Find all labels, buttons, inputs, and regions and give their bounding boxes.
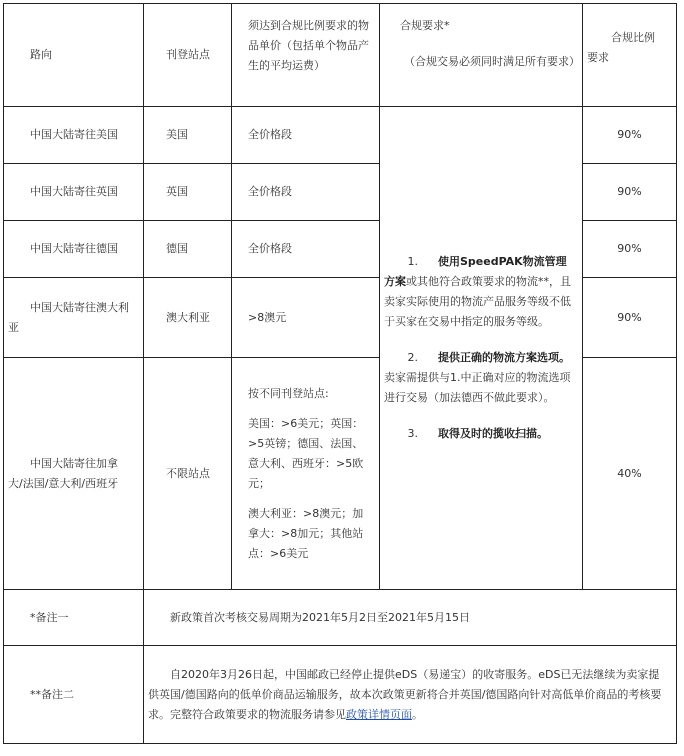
requirement-item-1 xyxy=(384,252,576,332)
note-2-end: 。 xyxy=(412,707,423,721)
site-cell: 美国 xyxy=(144,107,232,164)
note-2-text: 自2020年3月26日起，中国邮政已经停止提供eDS（易递宝）的收寄服务。eDS已无法继续为卖家提供英国/德国路向的低单价商品运输服务，故本次政策更新将合并英国/德国路向针对高低单价商品的考核要求。完整符合政策要求的物流服务请参见 xyxy=(148,667,662,721)
route-cell xyxy=(4,358,144,590)
percent-cell: 40% xyxy=(583,358,677,590)
percent-cell: 90% xyxy=(583,221,677,278)
header-price: 须达到合规比例要求的物品单价（包括单个物品产生的平均运费） xyxy=(232,4,380,107)
requirement-2-text: 卖家需提供与1.中正确对应的物流选项进行交易（加法德西不做此要求）。 xyxy=(384,371,571,404)
requirement-item-3 xyxy=(384,424,576,444)
compliance-table xyxy=(3,3,677,744)
route-cell: 中国大陆寄往德国 xyxy=(4,221,144,278)
price-cell: >8澳元 xyxy=(232,278,380,358)
price-detail-1: 美国：>6美元；英国：>5英镑；德国、法国、意大利、西班牙：>5欧元； xyxy=(248,416,364,490)
route-cell: 中国大陆寄往美国 xyxy=(4,107,144,164)
requirement-2-bold: 提供正确的物流方案选项。 xyxy=(438,351,570,364)
site-cell: 澳大利亚 xyxy=(144,278,232,358)
requirement-1-bold: 使用SpeedPAK物流管理方案 xyxy=(384,255,567,288)
requirement-3-number: 3. xyxy=(407,427,418,440)
note-2-body xyxy=(144,646,677,744)
route-cell xyxy=(4,278,144,358)
note-2-label: **备注二 xyxy=(4,646,144,744)
requirement-3-bold: 取得及时的揽收扫描。 xyxy=(438,427,548,440)
table-row xyxy=(4,107,677,164)
percent-cell: 90% xyxy=(583,164,677,221)
policy-detail-link[interactable]: 政策详情页面 xyxy=(346,707,412,721)
header-percent xyxy=(583,4,677,107)
percent-cell: 90% xyxy=(583,107,677,164)
route-cell: 中国大陆寄往英国 xyxy=(4,164,144,221)
header-requirement-sub: （合规交易必须同时满足所有要求） xyxy=(404,55,580,68)
site-cell: 德国 xyxy=(144,221,232,278)
route-line-2: 亚 xyxy=(8,320,19,334)
route-line-2: 大/法国/意大利/西班牙 xyxy=(8,476,119,490)
site-cell: 英国 xyxy=(144,164,232,221)
percent-cell: 90% xyxy=(583,278,677,358)
price-detail-2: 澳大利亚：>8澳元；加拿大：>8加元；其他站点：>6美元 xyxy=(248,506,364,560)
header-row xyxy=(4,4,677,107)
price-cell: 全价格段 xyxy=(232,221,380,278)
note-row xyxy=(4,590,677,646)
header-percent-line1: 合规比例 xyxy=(611,31,655,44)
header-requirement-title: 合规要求* xyxy=(400,19,450,32)
header-percent-line2: 要求 xyxy=(587,51,609,64)
header-site: 刊登站点 xyxy=(144,4,232,107)
price-intro: 按不同刊登站点: xyxy=(248,386,329,400)
site-cell: 不限站点 xyxy=(144,358,232,590)
requirement-item-2 xyxy=(384,348,576,408)
note-1-label: *备注一 xyxy=(4,590,144,646)
note-row xyxy=(4,646,677,744)
requirement-1-text: 或其他符合政策要求的物流**，且卖家实际使用的物流产品服务等级不低于买家在交易中指定的服务等级。 xyxy=(384,275,571,328)
requirement-1-number: 1. xyxy=(407,255,418,268)
route-line-1: 中国大陆寄往澳大利 xyxy=(30,300,129,314)
requirements-cell xyxy=(380,107,583,590)
price-cell: 全价格段 xyxy=(232,107,380,164)
price-cell xyxy=(232,358,380,590)
header-requirement xyxy=(380,4,583,107)
route-line-1: 中国大陆寄往加拿 xyxy=(30,456,118,470)
requirement-2-number: 2. xyxy=(407,351,418,364)
header-route: 路向 xyxy=(4,4,144,107)
price-cell: 全价格段 xyxy=(232,164,380,221)
note-1-text: 新政策首次考核交易周期为2021年5月2日至2021年5月15日 xyxy=(144,590,677,646)
